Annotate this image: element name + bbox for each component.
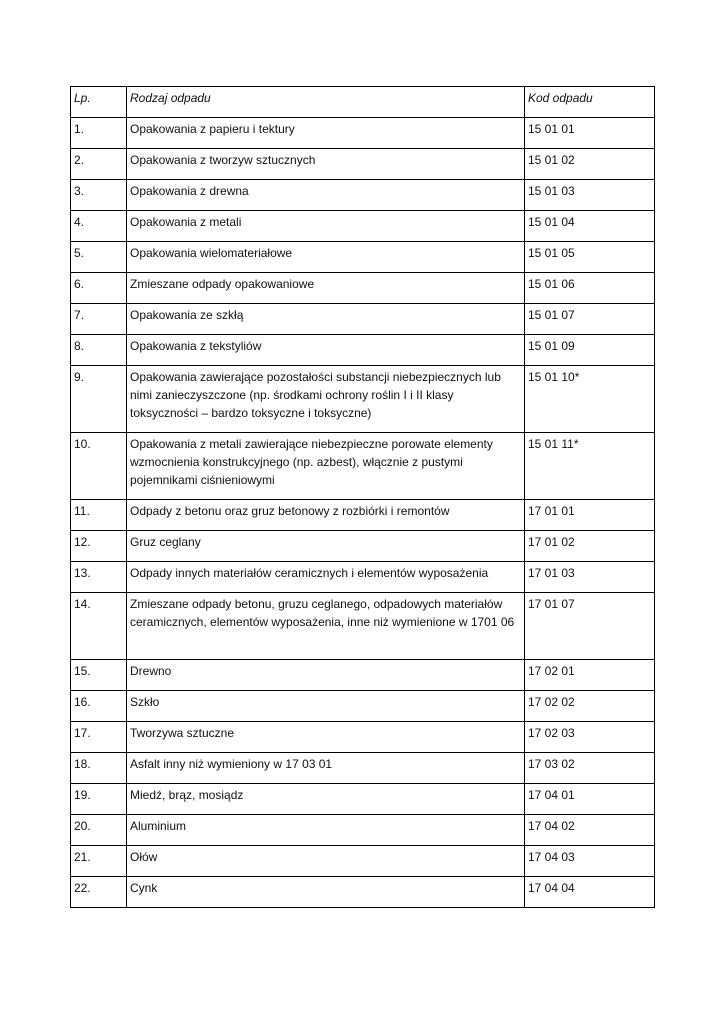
row-number-cell: 13. <box>71 562 127 593</box>
waste-type-cell: Szkło <box>127 691 525 722</box>
waste-code-cell: 15 01 04 <box>525 211 655 242</box>
table-row <box>71 846 655 877</box>
waste-type-cell: Zmieszane odpady opakowaniowe <box>127 273 525 304</box>
waste-type-cell: Cynk <box>127 877 525 908</box>
waste-type-cell: Asfalt inny niż wymieniony w 17 03 01 <box>127 753 525 784</box>
waste-codes-table <box>70 86 655 908</box>
row-number-cell: 22. <box>71 877 127 908</box>
row-number-cell: 9. <box>71 366 127 433</box>
waste-type-cell: Aluminium <box>127 815 525 846</box>
row-number-cell: 19. <box>71 784 127 815</box>
waste-code-cell: 15 01 01 <box>525 118 655 149</box>
row-number-cell: 8. <box>71 335 127 366</box>
waste-code-cell: 15 01 06 <box>525 273 655 304</box>
row-number-cell: 17. <box>71 722 127 753</box>
table-row <box>71 877 655 908</box>
waste-type-cell: Odpady innych materiałów ceramicznych i elementów wyposażenia <box>127 562 525 593</box>
waste-code-cell: 17 02 02 <box>525 691 655 722</box>
waste-code-cell: 15 01 10* <box>525 366 655 433</box>
table-row <box>71 180 655 211</box>
waste-code-cell: 15 01 05 <box>525 242 655 273</box>
row-number-cell: 11. <box>71 500 127 531</box>
table-row <box>71 722 655 753</box>
row-number-cell: 21. <box>71 846 127 877</box>
table-row <box>71 593 655 660</box>
waste-code-cell: 15 01 02 <box>525 149 655 180</box>
waste-type-cell: Opakowania wielomateriałowe <box>127 242 525 273</box>
waste-code-cell: 15 01 11* <box>525 433 655 500</box>
table-row <box>71 118 655 149</box>
row-number-cell: 4. <box>71 211 127 242</box>
table-row <box>71 273 655 304</box>
table-row <box>71 500 655 531</box>
table-row <box>71 242 655 273</box>
row-number-cell: 7. <box>71 304 127 335</box>
waste-code-cell: 17 01 03 <box>525 562 655 593</box>
waste-type-cell: Miedź, brąz, mosiądz <box>127 784 525 815</box>
table-row <box>71 531 655 562</box>
waste-type-cell: Drewno <box>127 660 525 691</box>
table-row <box>71 433 655 500</box>
table-row <box>71 815 655 846</box>
waste-type-cell: Opakowania z drewna <box>127 180 525 211</box>
waste-code-cell: 17 04 02 <box>525 815 655 846</box>
waste-code-cell: 15 01 03 <box>525 180 655 211</box>
waste-type-cell: Opakowania z metali zawierające niebezpieczne porowate elementy wzmocnienia konstrukcyjnego (np. azbest), włącznie z pustymi pojemnikami ciśnieniowymi <box>127 433 525 500</box>
table-row <box>71 211 655 242</box>
waste-type-cell: Tworzywa sztuczne <box>127 722 525 753</box>
table-row <box>71 753 655 784</box>
row-number-cell: 16. <box>71 691 127 722</box>
table-row <box>71 366 655 433</box>
waste-type-cell: Opakowania z tekstyliów <box>127 335 525 366</box>
table-body <box>71 118 655 908</box>
waste-type-cell: Odpady z betonu oraz gruz betonowy z rozbiórki i remontów <box>127 500 525 531</box>
header-waste-code: Kod odpadu <box>525 87 655 118</box>
waste-type-cell: Opakowania zawierające pozostałości substancji niebezpiecznych lub nimi zanieczyszczone (np. środkami ochrony roślin I i II klasy toksyczności – bardzo toksyczne i toksyczne) <box>127 366 525 433</box>
row-number-cell: 12. <box>71 531 127 562</box>
waste-code-cell: 17 04 01 <box>525 784 655 815</box>
waste-code-cell: 17 01 01 <box>525 500 655 531</box>
waste-type-cell: Opakowania z metali <box>127 211 525 242</box>
table-row <box>71 149 655 180</box>
waste-type-cell: Opakowania z papieru i tektury <box>127 118 525 149</box>
waste-code-cell: 17 04 04 <box>525 877 655 908</box>
header-lp: Lp. <box>71 87 127 118</box>
row-number-cell: 1. <box>71 118 127 149</box>
header-waste-type: Rodzaj odpadu <box>127 87 525 118</box>
row-number-cell: 10. <box>71 433 127 500</box>
row-number-cell: 20. <box>71 815 127 846</box>
table-header-row <box>71 87 655 118</box>
waste-type-cell: Ołów <box>127 846 525 877</box>
row-number-cell: 3. <box>71 180 127 211</box>
waste-code-cell: 17 01 07 <box>525 593 655 660</box>
row-number-cell: 2. <box>71 149 127 180</box>
table-row <box>71 691 655 722</box>
row-number-cell: 18. <box>71 753 127 784</box>
waste-code-cell: 17 03 02 <box>525 753 655 784</box>
waste-type-cell: Opakowania z tworzyw sztucznych <box>127 149 525 180</box>
row-number-cell: 6. <box>71 273 127 304</box>
table-row <box>71 335 655 366</box>
waste-code-cell: 15 01 09 <box>525 335 655 366</box>
table-row <box>71 660 655 691</box>
table-row <box>71 784 655 815</box>
waste-code-cell: 17 04 03 <box>525 846 655 877</box>
table-row <box>71 304 655 335</box>
waste-type-cell: Zmieszane odpady betonu, gruzu ceglanego, odpadowych materiałów ceramicznych, elementów wyposażenia, inne niż wymienione w 1701 06 <box>127 593 525 660</box>
waste-code-cell: 17 01 02 <box>525 531 655 562</box>
row-number-cell: 15. <box>71 660 127 691</box>
waste-type-cell: Opakowania ze szkłą <box>127 304 525 335</box>
row-number-cell: 14. <box>71 593 127 660</box>
row-number-cell: 5. <box>71 242 127 273</box>
table-row <box>71 562 655 593</box>
waste-code-cell: 15 01 07 <box>525 304 655 335</box>
waste-code-cell: 17 02 03 <box>525 722 655 753</box>
waste-code-cell: 17 02 01 <box>525 660 655 691</box>
waste-type-cell: Gruz ceglany <box>127 531 525 562</box>
